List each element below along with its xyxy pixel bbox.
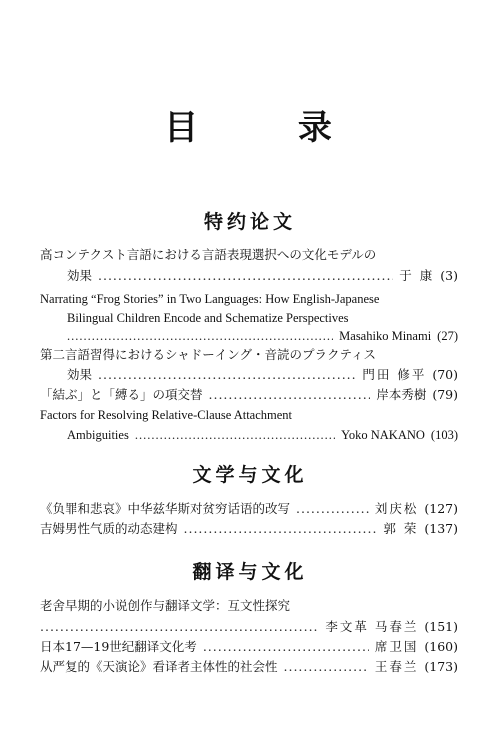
section-heading-special-papers: 特约论文 xyxy=(203,211,296,233)
toc-entry-4-author: 岸本秀樹 xyxy=(376,387,427,402)
toc-entry-5-title-cont: Ambiguities xyxy=(67,428,129,442)
toc-entry-8-author: 李文革 马春兰 xyxy=(325,619,419,634)
dot-leader xyxy=(98,267,393,285)
dot-leader xyxy=(296,500,369,518)
toc-entry-7-author: 郭 荣 xyxy=(383,521,419,536)
toc-entry-2-title: Narrating “Frog Stories” in Two Languages: How English-Japanese xyxy=(40,292,380,306)
toc-entry-3-page: (70) xyxy=(432,367,458,382)
toc-entry-8-page: (151) xyxy=(424,619,458,634)
toc-entry-6-title: 《负罪和悲哀》中华兹华斯对贫穷话语的改写 xyxy=(40,501,291,516)
toc-entry-9[interactable] xyxy=(40,638,458,656)
toc-entry-8[interactable] xyxy=(40,618,458,636)
toc-entry-6-author: 刘庆松 xyxy=(374,501,419,516)
toc-entry-1-title: 高コンテクスト言語における言語表現選択への文化モデルの xyxy=(40,247,377,262)
toc-entry-5-page: (103) xyxy=(430,428,458,442)
toc-entry-1-page: (3) xyxy=(440,268,458,283)
toc-entry-4-title: 「結ぶ」と「縛る」の項交替 xyxy=(40,387,203,402)
dot-leader xyxy=(40,618,319,636)
toc-entry-5-title: Factors for Resolving Relative-Clause Attachment xyxy=(40,408,293,422)
toc-entry-1-title-cont: 効果 xyxy=(67,268,93,283)
dot-leader xyxy=(184,520,378,538)
toc-entry-4[interactable] xyxy=(40,386,458,404)
toc-entry-7[interactable] xyxy=(40,520,458,538)
toc-entry-9-author: 席卫国 xyxy=(374,639,419,654)
toc-entry-2-page: (27) xyxy=(437,329,458,343)
toc-entry-7-title: 吉姆男性气质的动态建构 xyxy=(40,521,178,536)
toc-entry-5-author: Yoko NAKANO xyxy=(341,428,425,442)
toc-entry-3-title: 第二言語習得におけるシャドーイング・音読のプラクティス xyxy=(40,347,377,362)
toc-entry-2-author: Masahiko Minami xyxy=(339,329,432,343)
toc-entry-1[interactable] xyxy=(67,267,458,285)
toc-entry-3-title-cont: 効果 xyxy=(67,367,93,382)
section-heading-translation-culture: 翻译与文化 xyxy=(192,561,308,583)
dot-leader xyxy=(203,638,369,656)
toc-entry-5[interactable] xyxy=(67,426,458,444)
page-title: 目 录 xyxy=(164,108,376,148)
toc-entry-2[interactable] xyxy=(67,327,458,345)
toc-entry-6[interactable] xyxy=(40,500,458,518)
toc-entry-10-page: (173) xyxy=(424,659,458,674)
dot-leader xyxy=(98,366,356,384)
toc-entry-2-title-cont: Bilingual Children Encode and Schematize Perspectives xyxy=(67,311,349,325)
toc-entry-9-title: 日本17—19世纪翻译文化考 xyxy=(40,639,197,654)
section-heading-literature-culture: 文学与文化 xyxy=(192,464,308,486)
dot-leader xyxy=(135,426,335,444)
toc-entry-4-page: (79) xyxy=(432,387,458,402)
toc-entry-10-author: 王春兰 xyxy=(374,659,419,674)
dot-leader xyxy=(284,658,369,676)
toc-entry-10[interactable] xyxy=(40,658,458,676)
dot-leader xyxy=(209,386,371,404)
toc-entry-6-page: (127) xyxy=(424,501,458,516)
toc-entry-9-page: (160) xyxy=(424,639,458,654)
dot-leader xyxy=(67,327,333,345)
toc-entry-1-author: 于 康 xyxy=(399,268,435,283)
toc-entry-8-title: 老舍早期的小说创作与翻译文学：互文性探究 xyxy=(40,598,291,613)
toc-entry-3[interactable] xyxy=(67,366,458,384)
toc-entry-10-title: 从严复的《天演论》看译者主体性的社会性 xyxy=(40,659,278,674)
toc-entry-7-page: (137) xyxy=(424,521,458,536)
toc-entry-3-author: 門田 修平 xyxy=(362,367,427,382)
